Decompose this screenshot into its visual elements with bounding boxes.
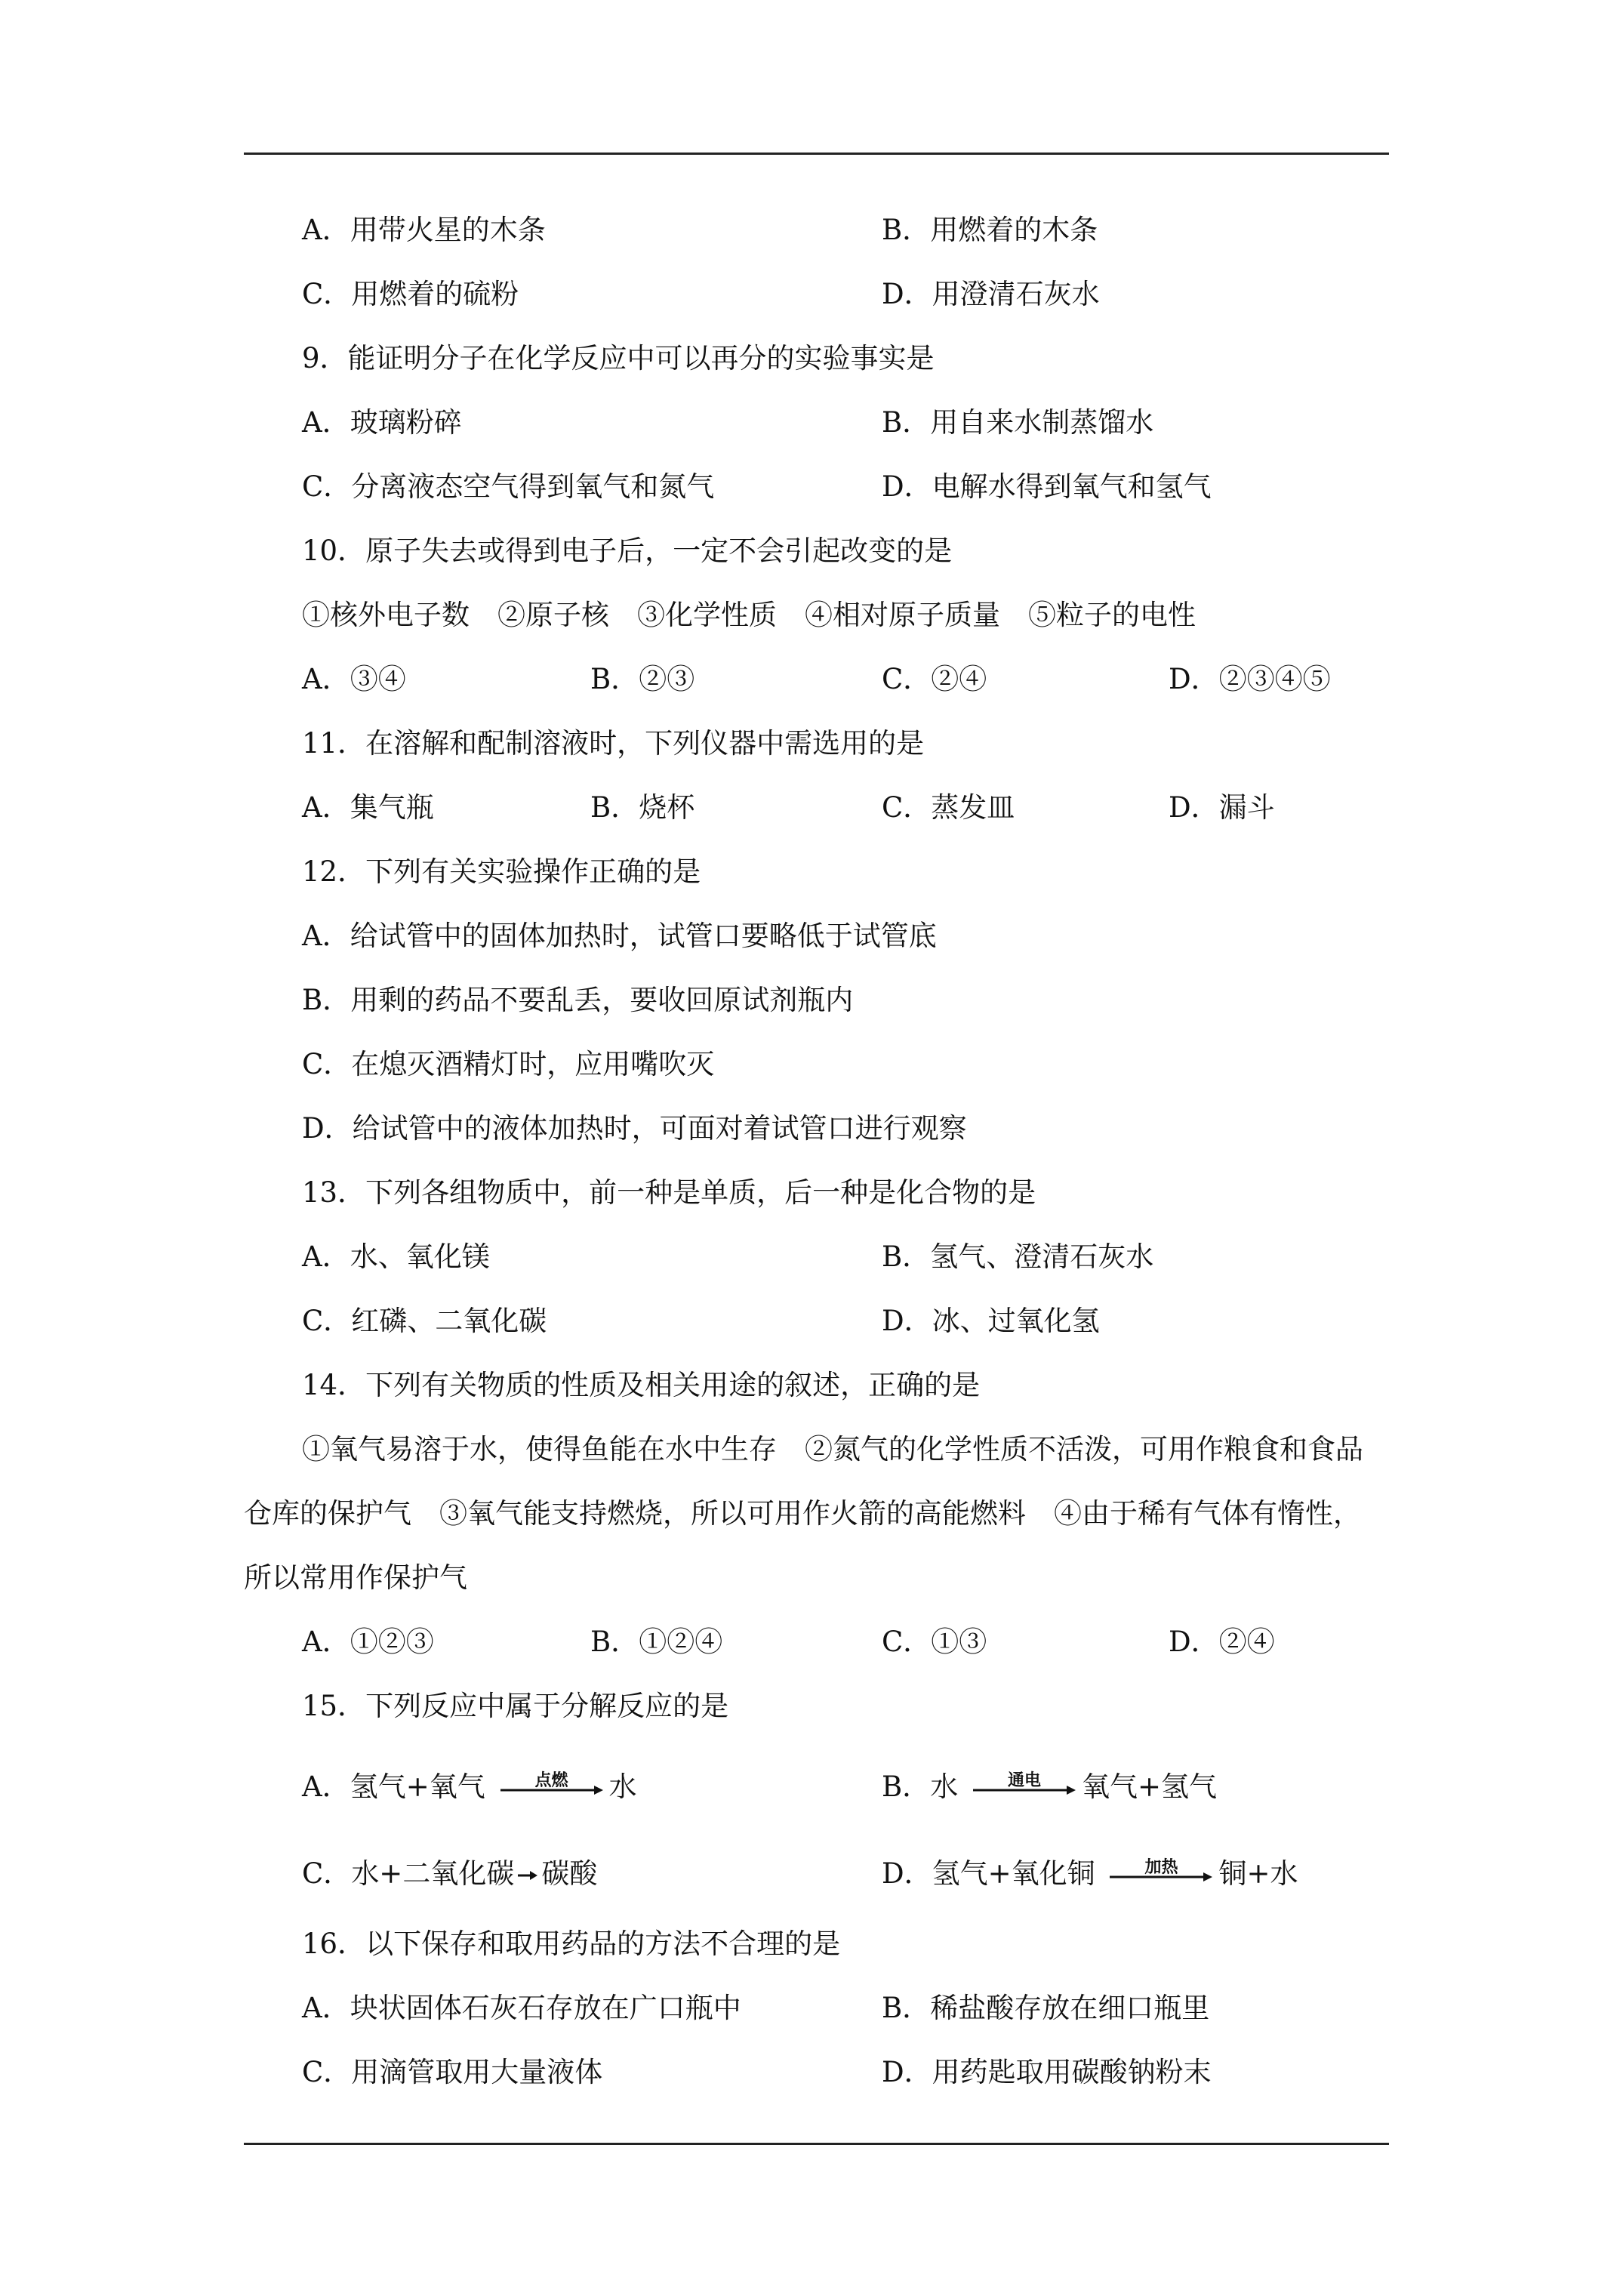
arrow-icon — [499, 1785, 605, 1795]
q8-option-b: B．用燃着的木条 — [882, 214, 1098, 246]
q12-option-a: A．给试管中的固体加热时，试管口要略低于试管底 — [302, 920, 937, 952]
q13-stem: 13．下列各组物质中，前一种是单质，后一种是化合物的是 — [302, 1176, 1036, 1209]
q11-stem: 11．在溶解和配制溶液时，下列仪器中需选用的是 — [302, 727, 925, 760]
q12-stem: 12．下列有关实验操作正确的是 — [302, 855, 701, 888]
q16-option-b: B．稀盐酸存放在细口瓶里 — [882, 1992, 1210, 2024]
q9-option-b: B．用自来水制蒸馏水 — [882, 406, 1154, 439]
q11-option-c: C．蒸发皿 — [882, 791, 1015, 824]
q15-b-label: B． — [882, 1771, 931, 1803]
q13-option-b: B．氢气、澄清石灰水 — [882, 1240, 1154, 1273]
q12-option-d: D．给试管中的液体加热时，可面对着试管口进行观察 — [302, 1112, 967, 1145]
q15-d-reactants: 氢气+氧化铜 — [932, 1857, 1095, 1890]
q16-option-a: A．块状固体石灰石存放在广口瓶中 — [302, 1992, 741, 2024]
q15-stem: 15．下列反应中属于分解反应的是 — [302, 1690, 729, 1722]
q13-option-a: A．水、氧化镁 — [302, 1240, 490, 1273]
arrow-icon — [972, 1785, 1077, 1795]
q15-option-d — [882, 1855, 1298, 1893]
arrow-icon — [1108, 1872, 1214, 1882]
q8-option-a: A．用带火星的木条 — [302, 214, 546, 246]
q15-a-reactants: 氢气+氧气 — [350, 1771, 485, 1803]
q14-stem: 14．下列有关物质的性质及相关用途的叙述，正确的是 — [302, 1369, 981, 1401]
q8-option-d: D．用澄清石灰水 — [882, 278, 1100, 310]
q11-option-d: D．漏斗 — [1169, 791, 1275, 824]
q15-d-products: 铜+水 — [1218, 1857, 1298, 1890]
q10-option-c: C．②④ — [882, 663, 987, 695]
q12-option-c: C．在熄灭酒精灯时，应用嘴吹灭 — [302, 1048, 715, 1080]
q14-option-c: C．①③ — [882, 1626, 987, 1658]
q14-option-a: A．①②③ — [302, 1626, 434, 1658]
q15-a-condition: 点燃 — [534, 1771, 568, 1790]
q15-a-products: 水 — [608, 1771, 637, 1803]
q15-b-products: 氧气+氢气 — [1081, 1771, 1217, 1803]
q15-c-label: C． — [302, 1857, 352, 1890]
arrow-icon — [517, 1868, 538, 1883]
q10-option-a: A．③④ — [302, 663, 406, 695]
q9-option-c: C．分离液态空气得到氧气和氮气 — [302, 470, 715, 503]
q13-option-c: C．红磷、二氧化碳 — [302, 1305, 547, 1337]
q15-d-reaction-arrow — [1108, 1855, 1214, 1893]
q15-option-b — [882, 1768, 1217, 1806]
q14-text-line-2: 仓库的保护气 ③氧气能支持燃烧，所以可用作火箭的高能燃料 ④由于稀有气体有惰性， — [244, 1497, 1361, 1530]
q8-option-c: C．用燃着的硫粉 — [302, 278, 519, 310]
q15-option-a — [302, 1768, 637, 1806]
q15-a-reaction-arrow — [499, 1768, 605, 1806]
q15-b-reaction-arrow — [972, 1768, 1077, 1806]
q15-c-products: 碳酸 — [541, 1857, 598, 1890]
q10-items: ①核外电子数 ②原子核 ③化学性质 ④相对原子质量 ⑤粒子的电性 — [302, 599, 1196, 631]
q13-option-d: D．冰、过氧化氢 — [882, 1305, 1100, 1337]
q15-b-condition: 通电 — [1007, 1771, 1041, 1790]
q9-option-a: A．玻璃粉碎 — [302, 406, 462, 439]
q16-option-c: C．用滴管取用大量液体 — [302, 2056, 603, 2088]
q15-option-c — [302, 1855, 597, 1893]
q9-stem: 9．能证明分子在化学反应中可以再分的实验事实是 — [302, 342, 935, 374]
q15-a-label: A． — [302, 1771, 350, 1803]
q12-option-b: B．用剩的药品不要乱丢，要收回原试剂瓶内 — [302, 984, 854, 1016]
q16-stem: 16．以下保存和取用药品的方法不合理的是 — [302, 1928, 841, 1960]
top-rule — [244, 153, 1389, 155]
q14-option-b: B．①②④ — [590, 1626, 723, 1658]
q11-option-b: B．烧杯 — [590, 791, 695, 824]
q16-option-d: D．用药匙取用碳酸钠粉末 — [882, 2056, 1212, 2088]
q14-text-line-3: 所以常用作保护气 — [244, 1561, 467, 1594]
q15-c-reactants: 水+二氧化碳 — [351, 1857, 515, 1890]
q10-stem: 10．原子失去或得到电子后，一定不会引起改变的是 — [302, 535, 953, 567]
q10-option-d: D．②③④⑤ — [1169, 663, 1331, 695]
q14-text-line-1: ①氧气易溶于水，使得鱼能在水中生存 ②氮气的化学性质不活泼，可用作粮食和食品 — [302, 1433, 1363, 1465]
q15-b-reactants: 水 — [930, 1771, 959, 1803]
q9-option-d: D．电解水得到氧气和氢气 — [882, 470, 1212, 503]
q14-option-d: D．②④ — [1169, 1626, 1275, 1658]
q11-option-a: A．集气瓶 — [302, 791, 434, 824]
q15-d-condition: 加热 — [1144, 1858, 1178, 1877]
bottom-rule — [244, 2143, 1389, 2145]
q10-option-b: B．②③ — [590, 663, 695, 695]
q15-d-label: D． — [882, 1857, 932, 1890]
